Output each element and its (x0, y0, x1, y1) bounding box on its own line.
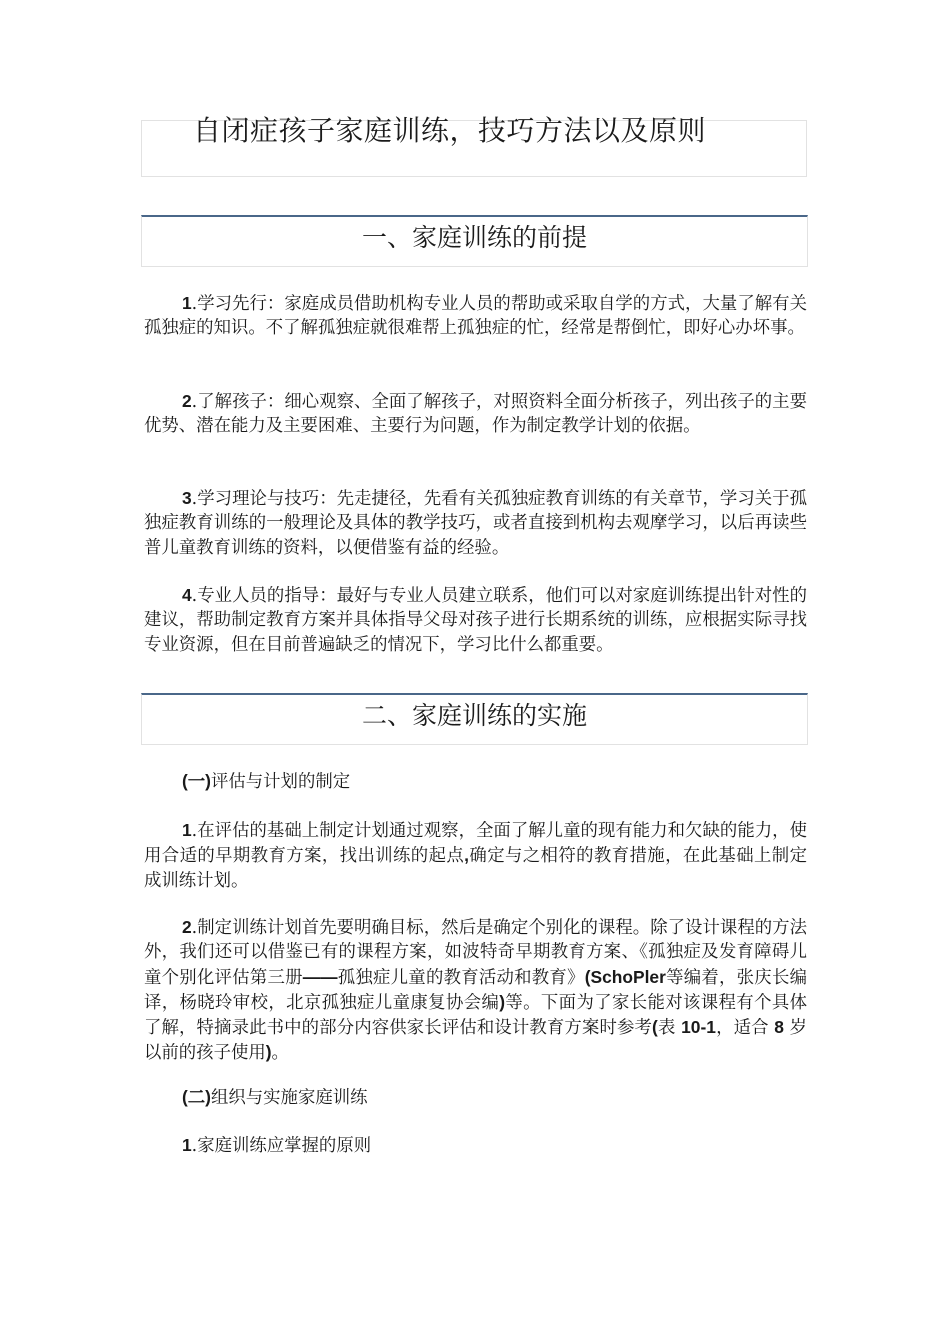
implementation-item-2: 2.制定训练计划首先要明确目标，然后是确定个别化的课程。除了设计课程的方法外，我们还可以借鉴已有的课程方案，如波特奇早期教育方案、《孤独症及发育障碍儿童个别化评估第三册——孤独症儿童的教育活动和教育》(SchoPler等编着，张庆长编译，杨晓玲审校，北京孤独症儿童康复协会编)等。下面为了家长能对该课程有个具体了解，特摘录此书中的部分内容供家长评估和设计教育方案时参考(表 10-1，适合 8 岁以前的孩子使用)。 (144, 917, 807, 1064)
section-2-heading: 二、家庭训练的实施 (361, 701, 587, 730)
section-2-heading-frame (141, 693, 808, 745)
document-title: 自闭症孩子家庭训练，技巧方法以及原则 (193, 114, 707, 147)
subsection-1-heading: (一)评估与计划的制定 (182, 771, 351, 792)
implementation-principles-item: 1.家庭训练应掌握的原则 (182, 1135, 372, 1156)
premise-item-2: 2.了解孩子：细心观察、全面了解孩子，对照资料全面分析孩子，列出孩子的主要优势、潜在能力及主要困难、主要行为问题，作为制定教学计划的依据。 (144, 391, 807, 437)
premise-item-1: 1.学习先行：家庭成员借助机构专业人员的帮助或采取自学的方式，大量了解有关孤独症的知识。不了解孤独症就很难帮上孤独症的忙，经常是帮倒忙，即好心办坏事。 (144, 293, 807, 339)
premise-item-3: 3.学习理论与技巧：先走捷径，先看有关孤独症教育训练的有关章节，学习关于孤独症教育训练的一般理论及具体的教学技巧，或者直接到机构去观摩学习，以后再读些普儿童教育训练的资料，以便借鉴有益的经验。 (144, 488, 807, 558)
premise-item-4: 4.专业人员的指导：最好与专业人员建立联系，他们可以对家庭训练提出针对性的建议，帮助制定教育方案并具体指导父母对孩子进行长期系统的训练，应根据实际寻找专业资源，但在目前普遍缺乏的情况下，学习比什么都重要。 (144, 585, 807, 655)
section-1-heading: 一、家庭训练的前提 (361, 223, 587, 252)
section-1-heading-frame (141, 215, 808, 267)
implementation-item-1: 1.在评估的基础上制定计划通过观察，全面了解儿童的现有能力和欠缺的能力，使用合适的早期教育方案，找出训练的起点,确定与之相符的教育措施，在此基础上制定成训练计划。 (144, 820, 807, 891)
subsection-2-heading: (二)组织与实施家庭训练 (182, 1087, 368, 1108)
